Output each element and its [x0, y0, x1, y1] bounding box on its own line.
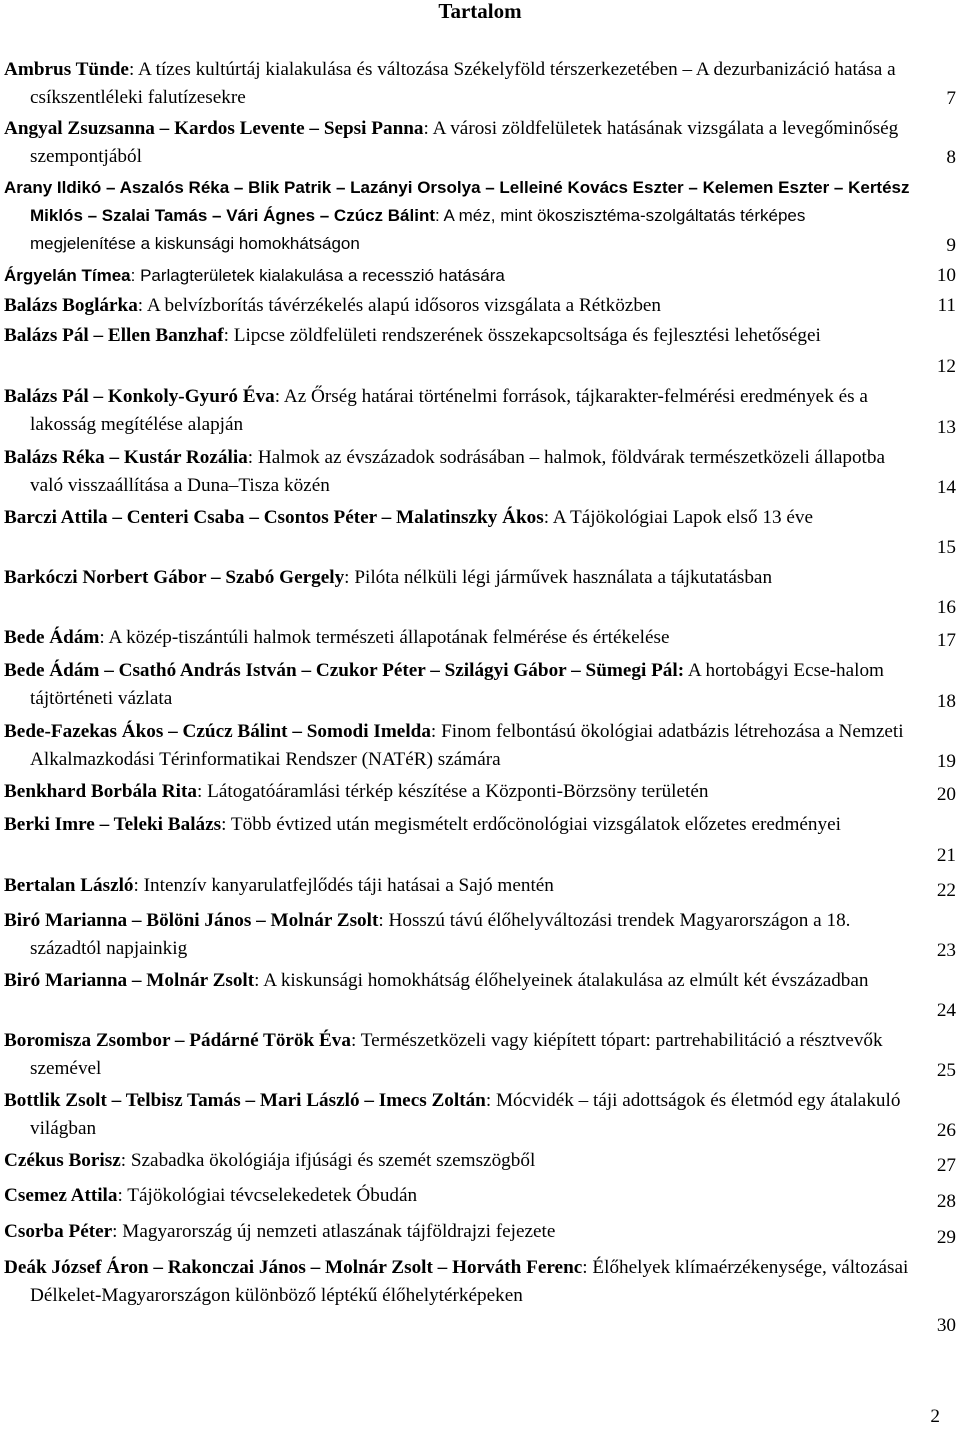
- toc-entry-separator: :: [99, 627, 109, 648]
- toc-entry: [4, 56, 960, 115]
- toc-entry-title: Természetközeli vagy kiépített tópart: partrehabilitáció a résztvevők szemével: [30, 1030, 883, 1079]
- toc-entry-text: [4, 1218, 915, 1246]
- toc-entry-authors: Csorba Péter: [4, 1221, 113, 1242]
- toc-entry-text: [4, 564, 915, 592]
- toc-entry-page: 23: [936, 940, 956, 961]
- toc-entry-authors: Bottlik Zsolt – Telbisz Tamás – Mari László – Imecs Zoltán: [4, 1090, 486, 1111]
- toc-entry-page: 11: [937, 295, 956, 316]
- toc-entry-text: [4, 444, 915, 500]
- toc-entry-title: A hortobágyi Ecse-halom tájtörténeti vázlata: [30, 660, 884, 709]
- toc-entry-title: A közép-tiszántúli halmok természeti állapotának felmérése és értékelése: [108, 627, 670, 648]
- toc-entry: [4, 292, 960, 322]
- toc-entry-authors: Balázs Pál – Konkoly-Gyuró Éva: [4, 386, 275, 407]
- toc-entry: [4, 1147, 960, 1182]
- toc-entry-title: Mócvidék – táji adottságok és életmód egy átalakuló világban: [30, 1090, 901, 1139]
- toc-entry-page: 12: [936, 356, 956, 377]
- toc-entry: [4, 811, 960, 872]
- toc-entry: [4, 383, 960, 444]
- toc-entry-text: [4, 778, 915, 806]
- page-title: Tartalom: [438, 0, 522, 23]
- toc-entry-separator: :: [485, 1090, 496, 1111]
- toc-entry: [4, 1254, 960, 1342]
- toc-entry-text: [4, 1027, 915, 1083]
- toc-entry-separator: :: [117, 1185, 128, 1206]
- toc-entry-text: [4, 115, 915, 171]
- toc-entry-authors: Arany Ildikó – Aszalós Réka – Blik Patrik – Lazányi Orsolya – Lelleiné Kovács Eszter – Kelemen Eszter – Kertész Miklós – Szalai Tamás – Vári Ágnes – Czúcz Bálint: [4, 178, 910, 225]
- toc-entry-separator: :: [137, 295, 147, 316]
- toc-entry-separator: :: [543, 507, 553, 528]
- toc-entry-authors: Ambrus Tünde: [4, 59, 129, 80]
- toc-entry-page: 18: [936, 691, 956, 712]
- toc-entry-text: [4, 504, 915, 532]
- toc-entry: [4, 262, 960, 292]
- toc-entry-title: Több évtized után megismételt erdőcönológiai vizsgálatok előzetes eredményei: [230, 814, 841, 835]
- toc-entry-page: 19: [936, 751, 956, 772]
- toc-entry-page: 27: [936, 1155, 956, 1176]
- toc-entry-text: [4, 383, 915, 439]
- toc-entry-separator: :: [196, 781, 208, 802]
- toc-entry-title: Hosszú távú élőhelyváltozási trendek Magyarországon a 18. századtól napjainkig: [30, 910, 851, 959]
- toc-entry-separator: :: [112, 1221, 123, 1242]
- toc-entry-text: [4, 624, 915, 652]
- toc-entry-authors: Barczi Attila – Centeri Csaba – Csontos Péter – Malatinszky Ákos: [4, 507, 544, 528]
- toc-entry: [4, 967, 960, 1027]
- toc-entry-page: 24: [936, 1000, 956, 1021]
- toc-entry-page: 26: [936, 1120, 956, 1141]
- toc-entry: [4, 564, 960, 624]
- toc-entry-authors: Barkóczi Norbert Gábor – Szabó Gergely: [4, 567, 345, 588]
- toc-entry-authors: Bertalan László: [4, 875, 134, 896]
- toc-entry-authors: Bede Ádám: [4, 627, 100, 648]
- toc-entry-text: [4, 322, 915, 350]
- toc-entry-title: Lipcse zöldfelületi rendszerének összekapcsoltsága és fejlesztési lehetőségei: [233, 325, 821, 346]
- toc-entry-authors: Berki Imre – Teleki Balázs: [4, 814, 222, 835]
- toc-entry-title: Szabadka ökológiája ifjúsági és szemét szemszögből: [130, 1150, 536, 1171]
- toc-entry-page: 16: [936, 597, 956, 618]
- toc-entry: [4, 778, 960, 811]
- toc-entry: [4, 174, 960, 262]
- toc-entry-authors: Bede Ádám – Csathó András István – Czukor Péter – Szilágyi Gábor – Sümegi Pál:: [4, 660, 685, 681]
- toc-entry-separator: :: [423, 118, 433, 139]
- toc-entry-separator: :: [378, 910, 389, 931]
- toc-entry-title: Intenzív kanyarulatfejlődés táji hatásai a Sajó mentén: [143, 875, 554, 896]
- toc-entry: [4, 115, 960, 174]
- toc-entry-text: [4, 1182, 915, 1210]
- toc-entry: [4, 1027, 960, 1087]
- toc-entry-text: [4, 967, 915, 995]
- toc-entry: [4, 872, 960, 907]
- toc-entry-separator: :: [221, 814, 231, 835]
- toc-entry-authors: Deák József Áron – Rakonczai János – Molnár Zsolt – Horváth Ferenc: [4, 1257, 583, 1278]
- toc-entry-text: [4, 174, 915, 258]
- toc-entry-title: Látogatóáramlási térkép készítése a Központi-Börzsöny területén: [207, 781, 709, 802]
- toc-entry-separator: :: [274, 386, 284, 407]
- toc-entry-title: A városi zöldfelületek hatásának vizsgálata a levegőminőség szempontjából: [30, 118, 899, 167]
- toc-entry-title: Magyarország új nemzeti atlaszának tájföldrajzi fejezete: [122, 1221, 556, 1242]
- toc-entry-page: 14: [936, 477, 956, 498]
- toc-entry: [4, 444, 960, 504]
- toc-entry-separator: :: [247, 447, 258, 468]
- toc-entry-text: [4, 907, 915, 963]
- toc-entry-text: [4, 657, 915, 713]
- toc-entry-authors: Boromisza Zsombor – Pádárné Török Éva: [4, 1030, 351, 1051]
- toc-entry-separator: :: [120, 1150, 131, 1171]
- toc-entry-title: A Tájökológiai Lapok első 13 éve: [552, 507, 814, 528]
- toc-entry-title: A kiskunsági homokhátság élőhelyeinek átalakulása az elmúlt két évszázadban: [263, 970, 869, 991]
- toc-entry-text: [4, 1254, 915, 1310]
- toc-entry-page: 7: [946, 88, 956, 109]
- toc-entry-page: 22: [936, 880, 956, 901]
- toc-entry-page: 10: [936, 265, 956, 286]
- toc-entry-title: Parlagterületek kialakulása a recesszió hatására: [140, 266, 505, 285]
- toc-entry: [4, 504, 960, 564]
- toc-entry-page: 13: [936, 417, 956, 438]
- toc-entry-title: Élőhelyek klímaérzékenysége, változásai Délkelet-Magyarországon különböző léptékű élőhelytérképeken: [30, 1257, 909, 1306]
- toc-entry: [4, 718, 960, 778]
- toc-entry-title: A belvízborítás távérzékelés alapú idősoros vizsgálata a Rétközben: [146, 295, 662, 316]
- toc-list: [4, 56, 960, 1342]
- toc-entry-authors: Bede-Fazekas Ákos – Czúcz Bálint – Somodi Imelda: [4, 721, 431, 742]
- toc-entry-authors: Biró Marianna – Bölöni János – Molnár Zsolt: [4, 910, 379, 931]
- toc-entry-separator: :: [223, 325, 234, 346]
- page-number: 2: [930, 1406, 940, 1427]
- toc-entry-authors: Csemez Attila: [4, 1185, 118, 1206]
- toc-entry-text: [4, 292, 915, 320]
- toc-entry: [4, 624, 960, 657]
- toc-entry-text: [4, 872, 915, 900]
- toc-entry: [4, 1218, 960, 1254]
- toc-entry-title: Az Őrség határai történelmi források, tájkarakter-felmérési eredmények és a lakosság megítélése alapján: [30, 386, 868, 435]
- toc-entry: [4, 657, 960, 718]
- toc-entry-text: [4, 56, 915, 112]
- toc-entry-page: 15: [936, 537, 956, 558]
- toc-entry-separator: :: [344, 567, 355, 588]
- toc-entry-text: [4, 1087, 915, 1143]
- toc-entry-separator: :: [435, 206, 444, 225]
- toc-entry-authors: Árgyelán Tímea: [4, 266, 131, 285]
- toc-entry-page: 25: [936, 1060, 956, 1081]
- toc-entry-title: A tízes kultúrtáj kialakulása és változása Székelyföld térszerkezetében – A dezurbanizáció hatása a csíkszentléleki falutízesekre: [30, 59, 896, 108]
- toc-entry-authors: Balázs Pál – Ellen Banzhaf: [4, 325, 224, 346]
- toc-entry-title: Finom felbontású ökológiai adatbázis létrehozása a Nemzeti Alkalmazkodási Térinformatikai Rendszer (NATéR) számára: [30, 721, 904, 770]
- toc-entry-title: Tájökológiai tévcselekedetek Óbudán: [127, 1185, 418, 1206]
- toc-entry-separator: :: [254, 970, 264, 991]
- toc-entry: [4, 1087, 960, 1147]
- toc-entry-title: Halmok az évszázadok sodrásában – halmok, földvárak természetközeli állapotba való visszaállítása a Duna–Tisza közén: [30, 447, 885, 496]
- toc-entry-title: Pilóta nélküli légi járművek használata a tájkutatásban: [354, 567, 773, 588]
- toc-entry-page: 28: [936, 1191, 956, 1212]
- toc-entry: [4, 1182, 960, 1218]
- toc-entry-page: 8: [946, 147, 956, 168]
- toc-entry-authors: Angyal Zsuzsanna – Kardos Levente – Sepsi Panna: [4, 118, 424, 139]
- toc-entry-separator: :: [582, 1257, 593, 1278]
- toc-entry-page: 21: [936, 845, 956, 866]
- toc-entry-text: [4, 718, 915, 774]
- toc-entry-text: [4, 262, 915, 290]
- toc-entry-text: [4, 1147, 915, 1175]
- toc-entry-authors: Benkhard Borbála Rita: [4, 781, 197, 802]
- toc-entry-page: 9: [946, 235, 956, 256]
- toc-entry-page: 29: [936, 1227, 956, 1248]
- toc-entry-separator: :: [133, 875, 144, 896]
- toc-entry-page: 20: [936, 784, 956, 805]
- toc-entry-separator: :: [430, 721, 442, 742]
- toc-entry-separator: :: [351, 1030, 361, 1051]
- toc-entry: [4, 907, 960, 967]
- toc-entry-authors: Czékus Borisz: [4, 1150, 121, 1171]
- toc-entry-text: [4, 811, 915, 839]
- toc-entry-page: 17: [936, 630, 956, 651]
- toc-entry-authors: Balázs Réka – Kustár Rozália: [4, 447, 248, 468]
- toc-entry: [4, 322, 960, 383]
- toc-entry-authors: Biró Marianna – Molnár Zsolt: [4, 970, 255, 991]
- toc-entry-separator: :: [130, 266, 141, 285]
- toc-entry-authors: Balázs Boglárka: [4, 295, 138, 316]
- toc-entry-separator: :: [128, 59, 139, 80]
- toc-entry-title: A méz, mint ökoszisztéma-szolgáltatás térképes megjelenítése a kiskunsági homokhátságon: [30, 206, 806, 253]
- toc-entry-page: 30: [936, 1315, 956, 1336]
